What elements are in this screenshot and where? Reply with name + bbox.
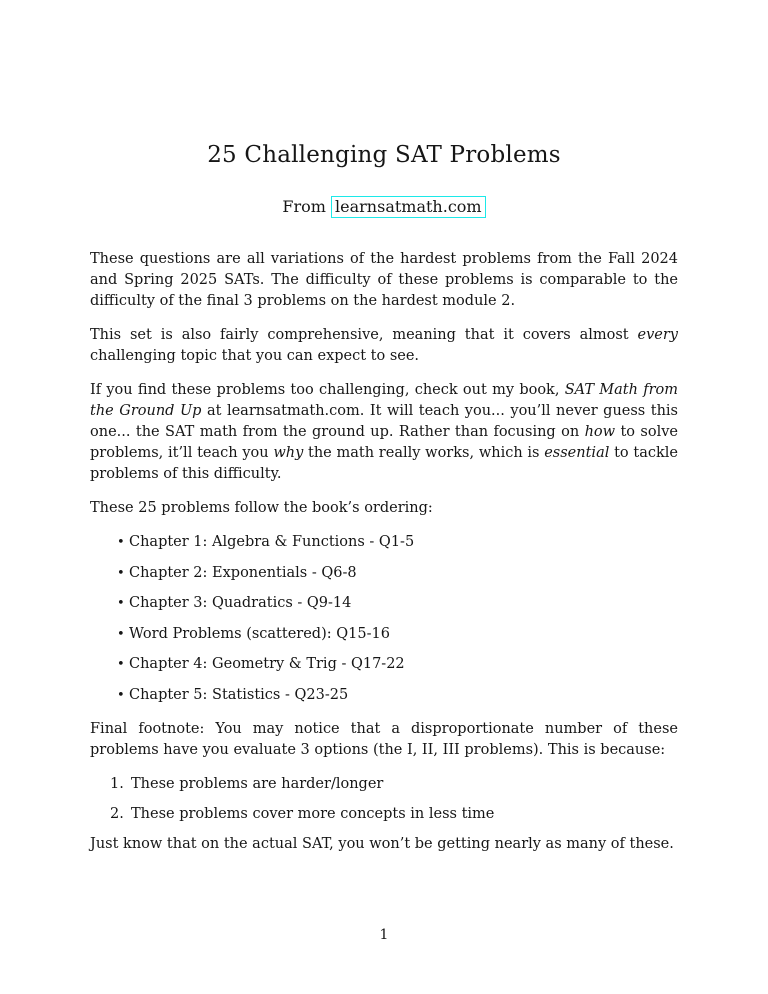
italic-text-run: why — [273, 445, 304, 461]
paragraph-questions-intro — [90, 249, 678, 312]
paragraph-comprehensive — [90, 325, 678, 367]
paragraph-final-footnote — [90, 719, 678, 761]
document-content — [0, 140, 768, 855]
chapter-list-item: • Chapter 5: Statistics - Q23-25 — [117, 685, 678, 706]
italic-text-run: every — [637, 327, 678, 343]
text-run: This set is also fairly comprehensive, meaning that it covers almost — [90, 327, 638, 343]
paragraph-closing — [90, 834, 678, 855]
paragraph-ordering-intro — [90, 498, 678, 519]
subtitle-prefix: From — [282, 197, 332, 216]
subtitle — [90, 196, 678, 218]
text-run: If you find these problems too challenging, check out my book, — [90, 382, 565, 398]
reasons-list-item — [90, 774, 678, 795]
italic-text-run: essential — [544, 445, 610, 461]
text-run: These problems cover more concepts in less time — [131, 805, 495, 822]
chapter-list-item: • Chapter 4: Geometry & Trig - Q17-22 — [117, 654, 678, 675]
reasons-list — [90, 774, 678, 825]
text-run: to solve problems, it’ll teach you — [90, 424, 679, 461]
italic-text-run: SAT Math from the Ground Up — [90, 382, 679, 419]
chapter-list-item: • Chapter 2: Exponentials - Q6-8 — [117, 563, 678, 584]
chapter-list-item: • Word Problems (scattered): Q15-16 — [117, 624, 678, 645]
text-run: the math really works, which is — [303, 445, 545, 461]
text-run: These questions are all variations of the hardest problems from the Fall 2024 and Spring 2025 SATs. The difficulty of these problems is comparable to the difficulty of the final 3 problems on the hardest module 2. — [90, 251, 678, 309]
chapter-list-item: • Chapter 3: Quadratics - Q9-14 — [117, 593, 678, 614]
text-run: at learnsatmath.com. It will teach you... you’ll never guess this one... the SAT math from the ground up. Rather than focusing on — [90, 403, 679, 440]
text-run: to tackle problems of this difficulty. — [90, 445, 678, 482]
chapter-list — [90, 532, 678, 706]
italic-text-run: how — [584, 424, 616, 440]
learnsatmath-link[interactable]: learnsatmath.com — [331, 196, 486, 218]
reasons-list-item — [90, 804, 678, 825]
text-run: These problems are harder/longer — [131, 775, 384, 792]
body-text — [90, 249, 678, 855]
text-run: challenging topic that you can expect to see. — [90, 348, 420, 364]
list-number: 1. — [110, 775, 124, 792]
text-run: Just know that on the actual SAT, you won’t be getting nearly as many of these. — [90, 835, 674, 852]
page-number: 1 — [379, 927, 389, 943]
document-title: 25 Challenging SAT Problems — [207, 142, 561, 168]
list-number: 2. — [110, 805, 124, 822]
text-run: These 25 problems follow the book’s ordering: — [90, 500, 433, 516]
chapter-list-item: • Chapter 1: Algebra & Functions - Q1-5 — [117, 532, 678, 553]
text-run: Final footnote: You may notice that a disproportionate number of these problems have you evaluate 3 options (the I, II, III problems). This is because: — [90, 720, 678, 758]
paragraph-book-plug — [90, 380, 678, 485]
